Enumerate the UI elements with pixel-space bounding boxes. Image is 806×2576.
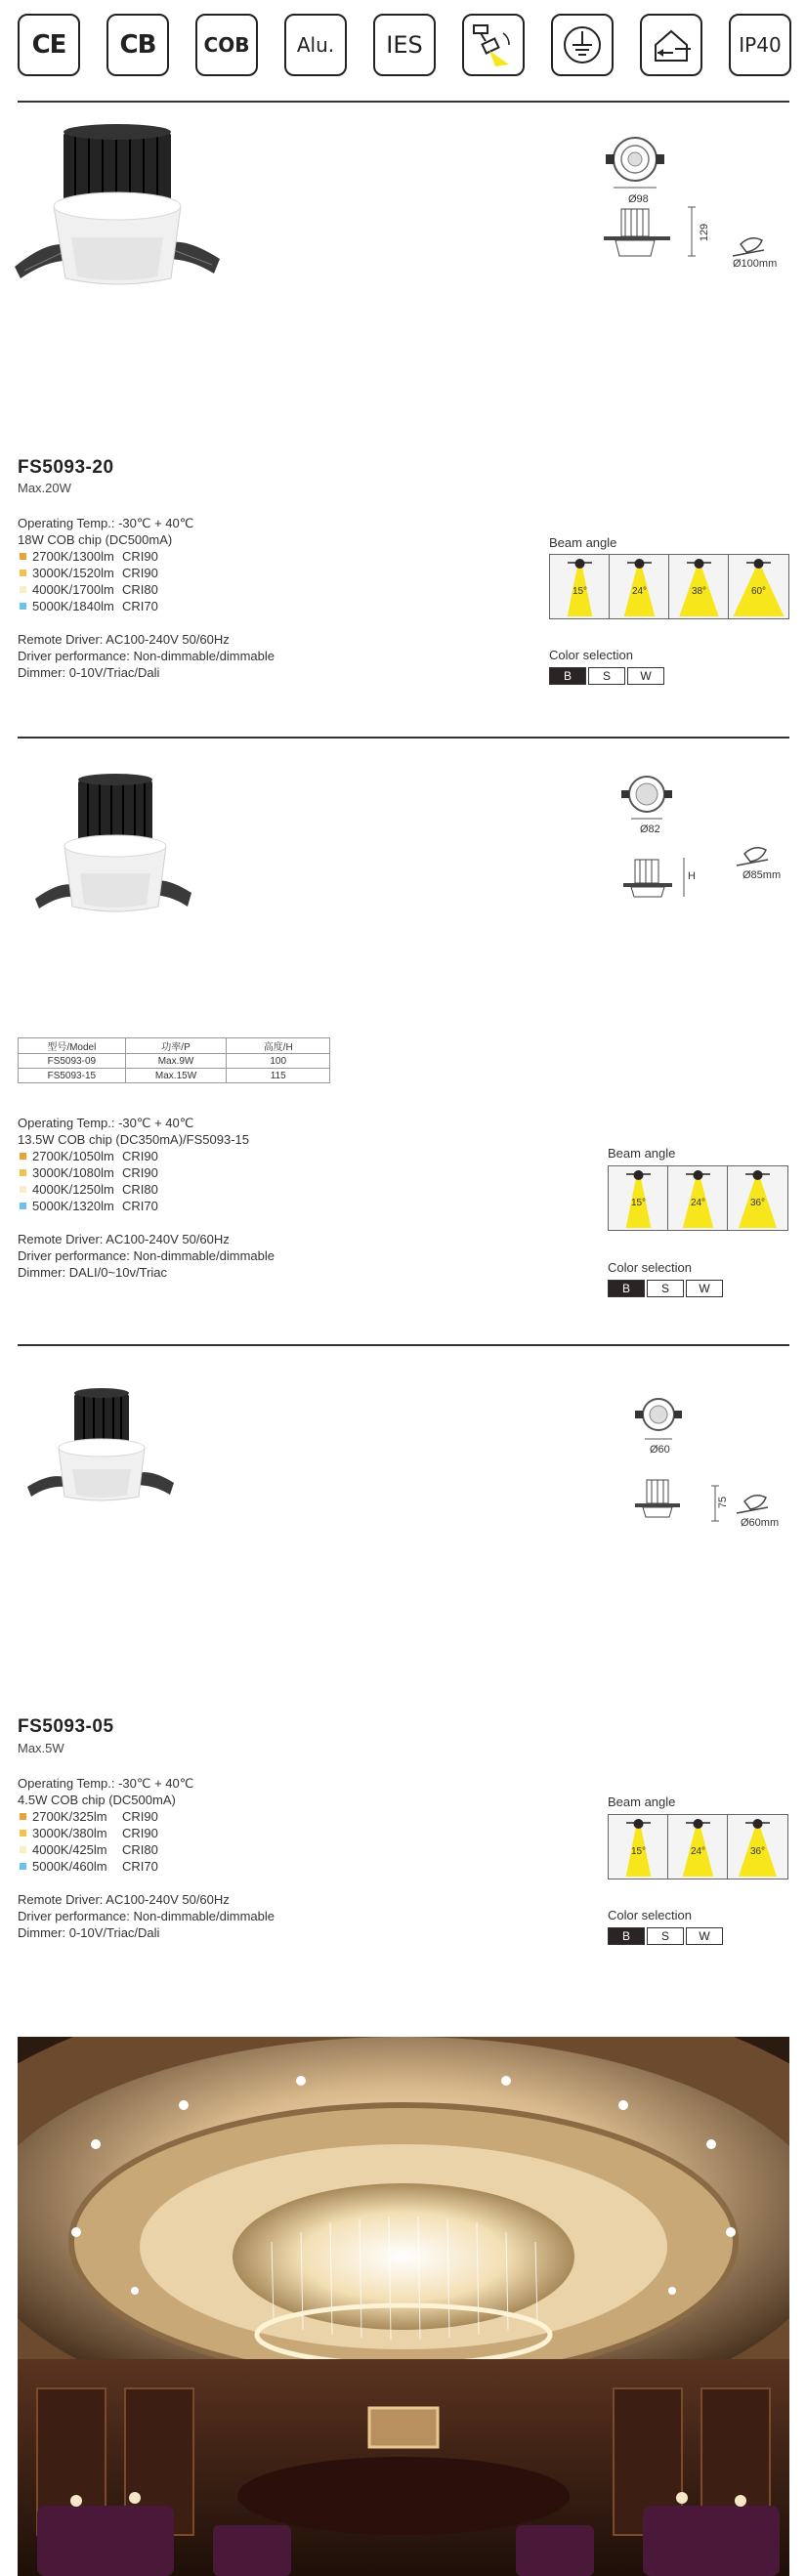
chip-spec: 4.5W COB chip (DC500mA) [18,1793,176,1807]
table-cell: FS5093-15 [19,1069,126,1083]
beam-angle-options [608,1165,788,1231]
cct-dot-icon [20,553,26,560]
spec-block [18,1115,275,1281]
cct-dot-icon [20,1186,26,1193]
cb-icon: CB [106,14,169,76]
beam-angle-options [608,1814,788,1879]
dimension-drawing [586,127,801,283]
dimmer-spec: Dimmer: 0-10V/Triac/Dali [18,1925,160,1940]
diameter-label: Ø98 [628,193,649,205]
beam-angle-label: Beam angle [549,535,617,550]
table-cell: FS5093-09 [19,1054,126,1069]
color-selection [608,1927,723,1945]
color-black-swatch[interactable]: B [608,1927,645,1945]
color-selection [549,667,664,685]
color-selection [608,1280,723,1297]
beam-option[interactable]: 15° [609,1815,668,1879]
max-power: Max.20W [18,481,71,495]
cct-item: 3000K/380lm CRI90 [18,1825,275,1841]
height-label: 129 [699,223,711,242]
cutout-label: Ø60mm [741,1517,780,1529]
beam-option[interactable]: 15° [609,1166,668,1230]
color-white-swatch[interactable]: W [627,667,664,685]
tilt-icon [462,14,525,76]
cct-item: 5000K/460lm CRI70 [18,1858,275,1875]
table-row [19,1054,330,1069]
section-divider [18,737,789,739]
dimmer-spec: Dimmer: 0-10V/Triac/Dali [18,665,160,680]
beam-angle-options [549,554,789,619]
ies-icon: IES [373,14,436,76]
beam-option[interactable]: 24° [668,1815,728,1879]
max-power: Max.5W [18,1741,64,1755]
cct-item: 3000K/1520lm CRI90 [18,565,275,581]
table-cell: 115 [227,1069,330,1083]
cct-item: 5000K/1840lm CRI70 [18,598,275,614]
cct-item: 4000K/1250lm CRI80 [18,1181,275,1198]
table-cell: 100 [227,1054,330,1069]
beam-option[interactable]: 36° [728,1166,787,1230]
cct-dot-icon [20,603,26,610]
cct-item: 4000K/1700lm CRI80 [18,581,275,598]
table-row [19,1069,330,1083]
beam-angle-label: Beam angle [608,1146,676,1161]
cob-icon: COB [195,14,258,76]
beam-option[interactable]: 24° [668,1166,728,1230]
cct-dot-icon [20,1813,26,1820]
beam-option[interactable]: 15° [550,555,610,618]
spec-block [18,515,275,681]
cct-dot-icon [20,1846,26,1853]
beam-angle-label: Beam angle [608,1795,676,1809]
beam-option[interactable]: 38° [669,555,729,618]
color-white-swatch[interactable]: W [686,1280,723,1297]
dimmer-spec: Dimmer: DALI/0~10v/Triac [18,1265,168,1280]
driver-performance: Driver performance: Non-dimmable/dimmable [18,649,275,663]
driver-performance: Driver performance: Non-dimmable/dimmable [18,1909,275,1923]
model-title: FS5093-20 [18,457,114,478]
spec-block [18,1775,275,1941]
ground-icon [551,14,614,76]
cct-dot-icon [20,1830,26,1837]
indoor-icon [640,14,702,76]
beam-option[interactable]: 60° [729,555,788,618]
table-cell: Max.9W [125,1054,227,1069]
height-label: 75 [717,1496,730,1509]
table-header: 型号/Model [19,1038,126,1054]
cct-dot-icon [20,570,26,576]
beam-option[interactable]: 24° [610,555,669,618]
certification-icons [18,14,791,76]
diameter-label: Ø82 [640,823,660,835]
cct-item: 2700K/325lm CRI90 [18,1808,275,1825]
alu-icon: Alu. [284,14,347,76]
color-silver-swatch[interactable]: S [647,1280,684,1297]
cct-item: 4000K/425lm CRI80 [18,1841,275,1858]
cct-item: 2700K/1050lm CRI90 [18,1148,275,1164]
color-black-swatch[interactable]: B [549,667,586,685]
product-image [15,122,220,288]
color-selection-label: Color selection [549,648,633,662]
cct-item: 3000K/1080lm CRI90 [18,1164,275,1181]
cct-dot-icon [20,1863,26,1870]
color-selection-label: Color selection [608,1260,692,1275]
ce-icon: CE [18,14,80,76]
cct-item: 5000K/1320lm CRI70 [18,1198,275,1214]
model-title: FS5093-05 [18,1716,114,1737]
cct-dot-icon [20,1203,26,1209]
color-silver-swatch[interactable]: S [647,1927,684,1945]
section-divider [18,1344,789,1346]
height-label: H [688,870,696,882]
color-white-swatch[interactable]: W [686,1927,723,1945]
beam-option[interactable]: 36° [728,1815,787,1879]
table-header-row [19,1038,330,1054]
chip-spec: 13.5W COB chip (DC350mA)/FS5093-15 [18,1132,249,1147]
driver-spec: Remote Driver: AC100-240V 50/60Hz [18,1232,230,1246]
cct-dot-icon [20,586,26,593]
driver-spec: Remote Driver: AC100-240V 50/60Hz [18,1892,230,1907]
dimension-drawing [586,772,801,899]
product-image [35,772,191,918]
application-photo [18,2037,789,2576]
model-table [18,1037,330,1083]
product-image [27,1387,174,1504]
color-black-swatch[interactable]: B [608,1280,645,1297]
cutout-label: Ø100mm [733,258,778,270]
driver-performance: Driver performance: Non-dimmable/dimmable [18,1248,275,1263]
cct-dot-icon [20,1169,26,1176]
section-divider [18,101,789,103]
diameter-label: Ø60 [650,1444,670,1456]
table-cell: Max.15W [125,1069,227,1083]
ip-rating-icon: IP40 [729,14,791,76]
operating-temp: Operating Temp.: -30℃ + 40℃ [18,1116,194,1130]
cct-dot-icon [20,1153,26,1160]
cutout-label: Ø85mm [742,869,782,881]
operating-temp: Operating Temp.: -30℃ + 40℃ [18,1776,194,1791]
chip-spec: 18W COB chip (DC500mA) [18,532,173,547]
color-silver-swatch[interactable]: S [588,667,625,685]
operating-temp: Operating Temp.: -30℃ + 40℃ [18,516,194,530]
cct-item: 2700K/1300lm CRI90 [18,548,275,565]
color-selection-label: Color selection [608,1908,692,1922]
dimension-drawing [586,1392,801,1534]
table-header: 高度/H [227,1038,330,1054]
driver-spec: Remote Driver: AC100-240V 50/60Hz [18,632,230,647]
table-header: 功率/P [125,1038,227,1054]
